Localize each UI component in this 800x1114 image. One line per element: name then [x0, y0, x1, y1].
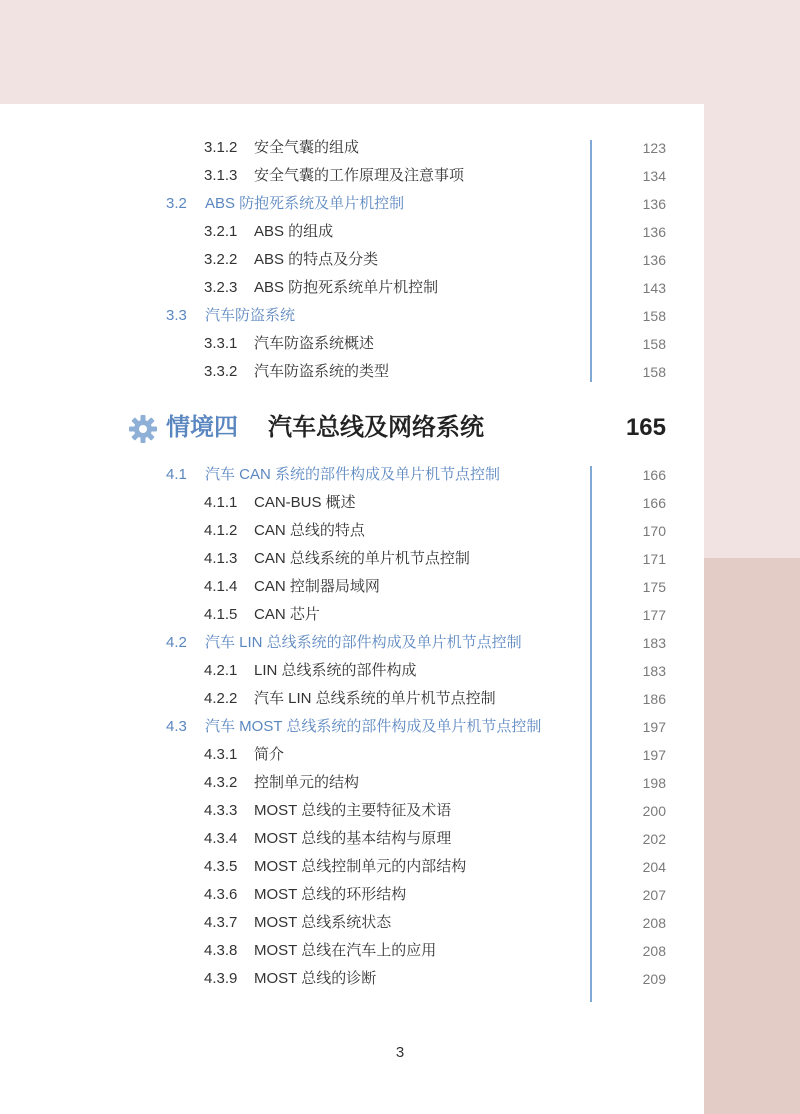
toc-entry-page: 207: [642, 887, 666, 903]
toc-subsection-entry: [0, 134, 704, 162]
toc-entry-page: 166: [642, 495, 666, 511]
toc-section-entry: [0, 302, 704, 330]
toc-entry-number: 4.1.3: [204, 550, 238, 567]
toc-subsection-entry: [0, 545, 704, 573]
toc-subsection-entry: [0, 965, 704, 993]
page-top-band: [0, 0, 800, 104]
toc-entry-title: 安全气囊的组成: [254, 139, 360, 156]
page-side-band-upper: [704, 104, 800, 558]
toc-entry-page: 143: [642, 280, 666, 296]
toc-entry-number: 4.1: [166, 466, 187, 483]
toc-subsection-entry: [0, 657, 704, 685]
toc-entry-title: ABS 防抱死系统单片机控制: [254, 279, 439, 296]
toc-entry-number: 4.3.1: [204, 746, 238, 763]
toc-entry-page: 171: [642, 551, 666, 567]
toc-subsection-entry: [0, 489, 704, 517]
toc-entry-page: 166: [642, 467, 666, 483]
toc-subsection-entry: [0, 853, 704, 881]
toc-subsection-entry: [0, 517, 704, 545]
chapter-heading: [0, 406, 704, 450]
toc-subsection-entry: [0, 218, 704, 246]
toc-entry-number: 4.1.1: [204, 494, 238, 511]
toc-entry-number: 4.3.8: [204, 942, 238, 959]
toc-entry-page: 136: [642, 224, 666, 240]
toc-entry-title: 简介: [254, 746, 285, 763]
toc-entry-title: MOST 总线的基本结构与原理: [254, 830, 452, 847]
toc-entry-title: MOST 总线系统状态: [254, 914, 392, 931]
toc-entry-number: 4.2.2: [204, 690, 238, 707]
toc-subsection-entry: [0, 274, 704, 302]
toc-entry-title: CAN 控制器局域网: [254, 578, 380, 595]
toc-entry-page: 197: [642, 719, 666, 735]
toc-entry-number: 4.3.2: [204, 774, 238, 791]
toc-subsection-entry: [0, 601, 704, 629]
toc-entry-title: MOST 总线控制单元的内部结构: [254, 858, 467, 875]
toc-entry-number: 4.2.1: [204, 662, 238, 679]
toc-entry-number: 3.2: [166, 195, 187, 212]
toc-entry-number: 3.2.2: [204, 251, 238, 268]
toc-entry-title: 汽车 LIN 总线系统的部件构成及单片机节点控制: [205, 634, 522, 651]
toc-entry-page: 158: [642, 336, 666, 352]
toc-subsection-entry: [0, 330, 704, 358]
toc-entry-number: 4.1.2: [204, 522, 238, 539]
toc-entry-number: 3.1.3: [204, 167, 238, 184]
toc-entry-title: 汽车 MOST 总线系统的部件构成及单片机节点控制: [205, 718, 542, 735]
toc-section-entry: [0, 461, 704, 489]
toc-entry-number: 4.3.4: [204, 830, 238, 847]
toc-section-entry: [0, 629, 704, 657]
toc-entry-title: MOST 总线的诊断: [254, 970, 377, 987]
toc-entry-number: 3.3: [166, 307, 187, 324]
toc-subsection-entry: [0, 246, 704, 274]
toc-entry-number: 4.3.6: [204, 886, 238, 903]
toc-entry-page: 209: [642, 971, 666, 987]
toc-entry-title: ABS 的组成: [254, 223, 334, 240]
toc-entry-title: MOST 总线在汽车上的应用: [254, 942, 437, 959]
toc-entry-title: MOST 总线的主要特征及术语: [254, 802, 452, 819]
toc-entry-page: 204: [642, 859, 666, 875]
toc-entry-page: 197: [642, 747, 666, 763]
toc-entry-title: LIN 总线系统的部件构成: [254, 662, 417, 679]
toc-section-entry: [0, 190, 704, 218]
toc-entry-number: 4.3.5: [204, 858, 238, 875]
toc-entry-title: MOST 总线的环形结构: [254, 886, 407, 903]
toc-subsection-entry: [0, 573, 704, 601]
toc-entry-title: 控制单元的结构: [254, 774, 360, 791]
toc-subsection-entry: [0, 909, 704, 937]
toc-entry-title: ABS 的特点及分类: [254, 251, 379, 268]
toc-subsection-entry: [0, 741, 704, 769]
toc-entry-number: 4.3.7: [204, 914, 238, 931]
toc-entry-page: 186: [642, 691, 666, 707]
toc-entry-title: 汽车防盗系统的类型: [254, 363, 390, 380]
toc-entry-number: 3.3.2: [204, 363, 238, 380]
chapter-title: 汽车总线及网络系统: [268, 414, 484, 441]
toc-subsection-entry: [0, 825, 704, 853]
toc-entry-page: 175: [642, 579, 666, 595]
toc-entry-number: 3.2.1: [204, 223, 238, 240]
toc-entry-title: 汽车 CAN 系统的部件构成及单片机节点控制: [205, 466, 501, 483]
toc-entry-page: 183: [642, 635, 666, 651]
toc-subsection-entry: [0, 769, 704, 797]
toc-entry-number: 3.2.3: [204, 279, 238, 296]
toc-entry-number: 4.1.5: [204, 606, 238, 623]
toc-entry-number: 4.3: [166, 718, 187, 735]
gear-icon: [128, 414, 158, 444]
toc-subsection-entry: [0, 937, 704, 965]
chapter-page-number: 165: [625, 414, 666, 441]
toc-entry-number: 3.3.1: [204, 335, 238, 352]
toc-entry-page: 208: [642, 943, 666, 959]
toc-entry-title: 汽车防盗系统概述: [254, 335, 375, 352]
toc-entry-page: 177: [642, 607, 666, 623]
toc-entry-page: 158: [642, 364, 666, 380]
toc-entry-title: CAN-BUS 概述: [254, 494, 356, 511]
toc-subsection-entry: [0, 685, 704, 713]
toc-entry-title: CAN 总线的特点: [254, 522, 365, 539]
toc-entry-title: CAN 总线系统的单片机节点控制: [254, 550, 470, 567]
toc-entry-title: ABS 防抱死系统及单片机控制: [205, 195, 405, 212]
toc-entry-page: 198: [642, 775, 666, 791]
folio-page-number: 3: [395, 1044, 405, 1061]
toc-entry-number: 4.3.9: [204, 970, 238, 987]
toc-entry-number: 3.1.2: [204, 139, 238, 156]
toc-entry-page: 170: [642, 523, 666, 539]
toc-entry-page: 134: [642, 168, 666, 184]
toc-entry-page: 200: [642, 803, 666, 819]
toc-entry-number: 4.2: [166, 634, 187, 651]
toc-entry-title: CAN 芯片: [254, 606, 320, 623]
toc-entry-page: 136: [642, 252, 666, 268]
toc-subsection-entry: [0, 162, 704, 190]
toc-subsection-entry: [0, 358, 704, 386]
toc-subsection-entry: [0, 881, 704, 909]
page-side-band-lower: [704, 558, 800, 1114]
toc-section-entry: [0, 713, 704, 741]
toc-entry-number: 4.1.4: [204, 578, 238, 595]
toc-entry-title: 安全气囊的工作原理及注意事项: [254, 167, 465, 184]
chapter-label: 情境四: [166, 414, 238, 441]
toc-entry-page: 136: [642, 196, 666, 212]
toc-entry-page: 183: [642, 663, 666, 679]
toc-entry-page: 123: [642, 140, 666, 156]
toc-entry-page: 208: [642, 915, 666, 931]
toc-entry-title: 汽车 LIN 总线系统的单片机节点控制: [254, 690, 496, 707]
toc-entry-number: 4.3.3: [204, 802, 238, 819]
toc-subsection-entry: [0, 797, 704, 825]
toc-entry-page: 202: [642, 831, 666, 847]
toc-entry-title: 汽车防盗系统: [205, 307, 296, 324]
toc-entry-page: 158: [642, 308, 666, 324]
